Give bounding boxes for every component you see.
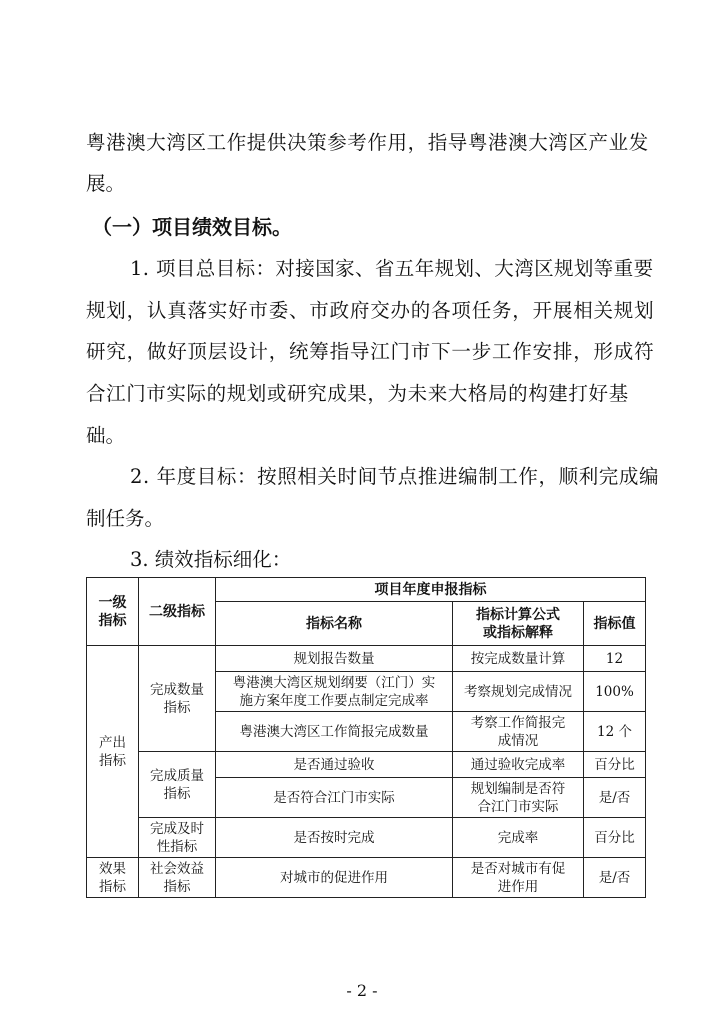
cell-name: 对城市的促进作用 (216, 858, 453, 898)
cell-value: 12 (584, 646, 646, 672)
cell-name: 规划报告数量 (216, 646, 453, 672)
cell-value: 百分比 (584, 752, 646, 778)
cell-formula: 考察工作简报完成情况 (453, 712, 584, 752)
paragraph-line: 3. 绩效指标细化： (130, 548, 292, 571)
cell-value: 12 个 (584, 712, 646, 752)
cell-level2: 完成数量指标 (139, 646, 216, 752)
paragraph-line: 1. 项目总目标：对接国家、省五年规划、大湾区规划等重要 (130, 257, 654, 280)
cell-level1: 效果指标 (87, 858, 139, 898)
paragraph-line: 2. 年度目标：按照相关时间节点推进编制工作，顺利完成编 (130, 465, 660, 488)
cell-value: 100% (584, 672, 646, 712)
performance-indicator-table (86, 577, 646, 898)
paragraph-line: 展。 (86, 172, 126, 195)
paragraph-line: 规划，认真落实好市委、市政府交办的各项任务，开展相关规划 (86, 299, 655, 322)
cell-level1: 产出指标 (87, 646, 139, 858)
header-formula: 指标计算公式或指标解释 (453, 602, 584, 646)
cell-formula: 按完成数量计算 (453, 646, 584, 672)
header-level2: 二级指标 (139, 578, 216, 646)
page-number: - 2 - (346, 981, 378, 1000)
paragraph-line: 制任务。 (86, 507, 165, 530)
cell-level2: 完成及时性指标 (139, 818, 216, 858)
cell-level2: 社会效益指标 (139, 858, 216, 898)
cell-name: 是否通过验收 (216, 752, 453, 778)
header-name: 指标名称 (216, 602, 453, 646)
paragraph-line: 础。 (86, 424, 126, 447)
cell-level2: 完成质量指标 (139, 752, 216, 818)
section-heading: （一）项目绩效目标。 (92, 215, 292, 239)
table-row (87, 858, 646, 898)
header-level1: 一级指标 (87, 578, 139, 646)
table-row (87, 646, 646, 672)
table-row (87, 752, 646, 778)
cell-name: 粤港澳大湾区规划纲要（江门）实施方案年度工作要点制定完成率 (216, 672, 453, 712)
cell-formula: 考察规划完成情况 (453, 672, 584, 712)
cell-formula: 完成率 (453, 818, 584, 858)
cell-name: 粤港澳大湾区工作简报完成数量 (216, 712, 453, 752)
cell-name: 是否符合江门市实际 (216, 778, 453, 818)
cell-name: 是否按时完成 (216, 818, 453, 858)
cell-formula: 规划编制是否符合江门市实际 (453, 778, 584, 818)
cell-value: 是/否 (584, 778, 646, 818)
paragraph-line: 研究，做好顶层设计，统筹指导江门市下一步工作安排，形成符 (86, 340, 655, 363)
header-group: 项目年度申报指标 (216, 578, 646, 602)
header-value: 指标值 (584, 602, 646, 646)
cell-formula: 是否对城市有促进作用 (453, 858, 584, 898)
cell-value: 是/否 (584, 858, 646, 898)
paragraph-line: 合江门市实际的规划或研究成果，为未来大格局的构建打好基 (86, 382, 629, 405)
cell-value: 百分比 (584, 818, 646, 858)
table-row (87, 818, 646, 858)
paragraph-line: 粤港澳大湾区工作提供决策参考作用，指导粤港澳大湾区产业发 (86, 131, 649, 154)
cell-formula: 通过验收完成率 (453, 752, 584, 778)
